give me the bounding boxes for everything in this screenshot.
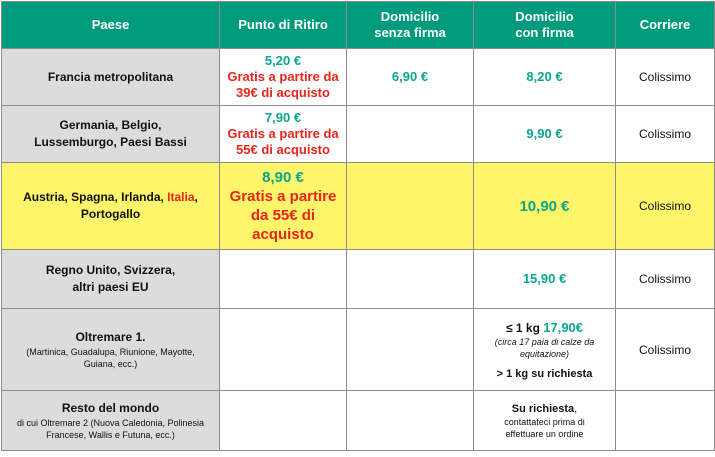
corriere-name: Colissimo bbox=[638, 342, 691, 357]
con-firma-price: 9,90 € bbox=[526, 126, 563, 141]
country-sub-line1: di cui Oltremare 2 (Nuova Caledonia, Polinesia bbox=[16, 418, 205, 428]
punto-free-line2: 55€ di acquisto bbox=[236, 142, 330, 157]
country-name-part-a: Austria, Spagna, Irlanda, bbox=[23, 190, 168, 204]
con-firma-contact-line1: contattateci prima di bbox=[504, 416, 585, 427]
country-name-line1: Regno Unito, Svizzera, bbox=[45, 263, 176, 277]
con-firma-over-1kg: > 1 kg su richiesta bbox=[496, 367, 593, 380]
corriere-cell bbox=[616, 250, 715, 309]
header-domicilio-con-firma bbox=[474, 2, 616, 49]
con-firma-cell bbox=[474, 106, 616, 163]
con-firma-cell bbox=[474, 163, 616, 250]
table-row-regno-unito bbox=[2, 250, 715, 309]
con-firma-cell bbox=[474, 309, 616, 391]
corriere-cell bbox=[616, 391, 715, 451]
country-cell bbox=[2, 106, 220, 163]
corriere-cell bbox=[616, 106, 715, 163]
header-paese bbox=[2, 2, 220, 49]
country-cell bbox=[2, 309, 220, 391]
header-corriere-label: Corriere bbox=[639, 17, 691, 32]
punto-cell bbox=[220, 106, 347, 163]
table-row-oltremare bbox=[2, 309, 715, 391]
punto-cell bbox=[220, 49, 347, 106]
country-name-line2: Portogallo bbox=[80, 207, 141, 221]
punto-price: 7,90 € bbox=[264, 110, 302, 125]
corriere-name: Colissimo bbox=[638, 199, 691, 213]
senza-firma-cell bbox=[347, 250, 474, 309]
country-name-line1 bbox=[6, 189, 215, 206]
senza-firma-cell bbox=[347, 309, 474, 391]
con-firma-cell bbox=[474, 391, 616, 451]
shipping-rates-table bbox=[1, 1, 715, 451]
punto-cell bbox=[220, 391, 347, 451]
country-name-line1: Germania, Belgio, bbox=[59, 118, 162, 132]
con-firma-cell bbox=[474, 49, 616, 106]
header-senza-line1: Domicilio bbox=[380, 9, 440, 24]
con-firma-weight-line bbox=[478, 320, 611, 336]
con-firma-note-line1: (circa 17 paia di calze da bbox=[494, 336, 595, 347]
con-firma-price: 17,90€ bbox=[543, 319, 584, 335]
senza-firma-price: 6,90 € bbox=[391, 69, 429, 84]
con-firma-price: 8,20 € bbox=[526, 69, 563, 84]
corriere-name: Colissimo bbox=[638, 70, 691, 84]
header-corriere bbox=[616, 2, 715, 49]
header-row bbox=[2, 2, 715, 49]
country-sub-line2: Francese, Wallis e Futuna, ecc.) bbox=[46, 430, 175, 440]
country-name: Resto del mondo bbox=[61, 401, 160, 415]
country-name-italia: Italia bbox=[167, 190, 195, 204]
punto-free-line2: da 55€ di bbox=[250, 207, 316, 224]
corriere-name: Colissimo bbox=[638, 127, 691, 141]
header-punto-di-ritiro bbox=[220, 2, 347, 49]
header-paese-label: Paese bbox=[91, 17, 130, 32]
table-row-austria bbox=[2, 163, 715, 250]
header-con-line2: con firma bbox=[515, 25, 574, 40]
punto-free-line3: acquisto bbox=[252, 226, 314, 243]
country-cell bbox=[2, 391, 220, 451]
corriere-name: Colissimo bbox=[638, 272, 691, 286]
con-firma-contact-line2: effettuare un ordine bbox=[505, 428, 584, 439]
con-firma-price: 15,90 € bbox=[522, 271, 567, 286]
con-firma-request-suffix: , bbox=[574, 402, 578, 415]
country-name-part-b: , bbox=[194, 190, 198, 204]
senza-firma-cell bbox=[347, 391, 474, 451]
corriere-cell bbox=[616, 163, 715, 250]
senza-firma-cell bbox=[347, 106, 474, 163]
con-firma-request-line bbox=[478, 402, 611, 416]
country-sub-line2: Guiana, ecc.) bbox=[83, 359, 138, 369]
con-firma-price: 10,90 € bbox=[519, 197, 570, 215]
table-row-francia bbox=[2, 49, 715, 106]
punto-cell bbox=[220, 163, 347, 250]
punto-free-line1: Gratis a partire da bbox=[227, 126, 339, 141]
country-cell bbox=[2, 250, 220, 309]
country-name-line2: Lussemburgo, Paesi Bassi bbox=[34, 135, 187, 149]
country-cell bbox=[2, 49, 220, 106]
punto-free-line1: Gratis a partire da bbox=[227, 69, 339, 84]
punto-cell bbox=[220, 250, 347, 309]
corriere-cell bbox=[616, 49, 715, 106]
con-firma-cell bbox=[474, 250, 616, 309]
senza-firma-cell bbox=[347, 49, 474, 106]
country-name-line2: altri paesi EU bbox=[72, 280, 149, 294]
punto-price: 8,90 € bbox=[262, 169, 304, 186]
header-senza-line2: senza firma bbox=[374, 25, 446, 40]
punto-free-line1: Gratis a partire bbox=[229, 188, 337, 205]
senza-firma-cell bbox=[347, 163, 474, 250]
corriere-cell bbox=[616, 309, 715, 391]
header-domicilio-senza-firma bbox=[347, 2, 474, 49]
con-firma-note-line2: equitazione) bbox=[519, 348, 570, 359]
con-firma-request: Su richiesta bbox=[511, 402, 575, 415]
country-name: Oltremare 1. bbox=[75, 330, 146, 344]
table-row-resto-del-mondo bbox=[2, 391, 715, 451]
punto-cell bbox=[220, 309, 347, 391]
header-con-line1: Domicilio bbox=[515, 9, 574, 24]
header-punto-label: Punto di Ritiro bbox=[238, 17, 328, 32]
country-name: Francia metropolitana bbox=[47, 69, 174, 84]
con-firma-weight-prefix: ≤ 1 kg bbox=[505, 320, 544, 335]
punto-free-line2: 39€ di acquisto bbox=[236, 85, 330, 100]
table-row-germania bbox=[2, 106, 715, 163]
punto-price: 5,20 € bbox=[264, 53, 302, 68]
country-cell bbox=[2, 163, 220, 250]
country-sub-line1: (Martinica, Guadalupa, Riunione, Mayotte, bbox=[26, 347, 195, 357]
